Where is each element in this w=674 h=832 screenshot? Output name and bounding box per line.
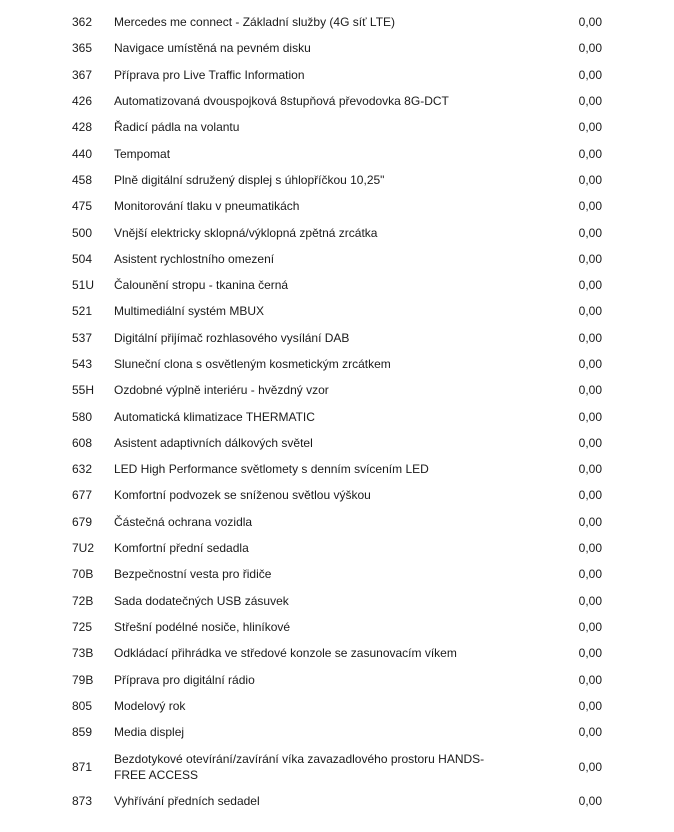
table-row (0, 482, 674, 508)
option-price: 0,00 (578, 383, 602, 398)
table-row (0, 351, 674, 377)
option-description: Sada dodatečných USB zásuvek (114, 593, 289, 608)
option-price: 0,00 (578, 172, 602, 187)
option-description: Ozdobné výplně interiéru - hvězdný vzor (114, 383, 329, 398)
option-price: 0,00 (578, 593, 602, 608)
option-code: 362 (72, 15, 93, 30)
table-row (0, 788, 674, 814)
option-price: 0,00 (578, 357, 602, 371)
option-description: Multimediální systém MBUX (114, 304, 265, 319)
option-code: 873 (72, 794, 93, 809)
option-code: 677 (72, 488, 93, 503)
option-price: 0,00 (578, 725, 602, 740)
option-description: Digitální přijímač rozhlasového vysílání DAB (114, 330, 350, 345)
option-price: 0,00 (578, 794, 602, 809)
option-price: 0,00 (578, 15, 602, 30)
option-description: Automatizovaná dvouspojková 8stupňová převodovka 8G-DCT (114, 94, 449, 109)
option-description: LED High Performance světlomety s denním svícením LED (114, 462, 429, 477)
option-description: Monitorování tlaku v pneumatikách (114, 199, 300, 214)
option-code: 580 (72, 409, 93, 424)
option-price: 0,00 (578, 94, 602, 109)
table-row (0, 298, 674, 324)
option-price: 0,00 (578, 330, 602, 345)
option-code: 70B (72, 567, 94, 582)
option-description: Komfortní podvozek se sníženou světlou výškou (114, 488, 371, 503)
option-price: 0,00 (578, 251, 602, 266)
option-price: 0,00 (578, 120, 602, 135)
table-row (0, 272, 674, 298)
table-row (0, 719, 674, 745)
table-row (0, 640, 674, 666)
table-row (0, 403, 674, 429)
table-row (0, 509, 674, 535)
option-price: 0,00 (578, 541, 602, 556)
option-description: Příprava pro Live Traffic Information (114, 67, 305, 82)
table-row (0, 167, 674, 193)
option-code: 632 (72, 462, 93, 477)
option-code: 543 (72, 357, 93, 371)
table-row (0, 535, 674, 561)
table-row (0, 430, 674, 456)
option-description: Střešní podélné nosiče, hliníkové (114, 619, 291, 634)
table-row (0, 693, 674, 719)
table-row (0, 588, 674, 614)
option-code: 72B (72, 593, 94, 608)
option-code: 458 (72, 172, 93, 187)
option-description: Asistent rychlostního omezení (114, 251, 275, 266)
option-code: 426 (72, 94, 93, 109)
option-price: 0,00 (578, 435, 602, 450)
option-description: Asistent adaptivních dálkových světel (114, 435, 313, 450)
table-row (0, 88, 674, 114)
option-description: Komfortní přední sedadla (114, 541, 249, 556)
option-price: 0,00 (578, 672, 602, 687)
table-row (0, 666, 674, 692)
option-code: 537 (72, 330, 93, 345)
option-code: 51U (72, 278, 95, 293)
option-description: Vnější elektricky sklopná/výklopná zpětná zrcátka (114, 225, 378, 240)
option-price: 0,00 (578, 225, 602, 240)
option-code: 7U2 (72, 541, 95, 556)
option-description: Příprava pro digitální rádio (114, 672, 255, 687)
option-description: Automatická klimatizace THERMATIC (114, 409, 315, 424)
option-code: 475 (72, 199, 93, 214)
table-row (0, 246, 674, 272)
table-row (0, 745, 674, 788)
option-price: 0,00 (578, 619, 602, 634)
option-code: 608 (72, 435, 93, 450)
option-description: Navigace umístěná na pevném disku (114, 41, 311, 56)
option-code: 365 (72, 41, 93, 56)
option-price: 0,00 (578, 698, 602, 713)
option-code: 428 (72, 120, 93, 135)
option-code: 500 (72, 225, 93, 240)
table-row (0, 9, 674, 35)
table-row (0, 193, 674, 219)
option-description: Modelový rok (114, 698, 186, 713)
option-description: Vyhřívání předních sedadel (114, 794, 260, 809)
option-price: 0,00 (578, 146, 602, 161)
option-price: 0,00 (578, 409, 602, 424)
option-description: Bezpečnostní vesta pro řidiče (114, 567, 272, 582)
option-code: 859 (72, 725, 93, 740)
option-price: 0,00 (578, 646, 602, 661)
option-description: Čalounění stropu - tkanina černá (114, 278, 289, 293)
table-row (0, 114, 674, 140)
option-code: 504 (72, 251, 93, 266)
option-price: 0,00 (578, 41, 602, 56)
table-row (0, 140, 674, 166)
options-table (0, 9, 674, 815)
option-description: Mercedes me connect - Základní služby (4G síť LTE) (114, 15, 396, 30)
option-code: 521 (72, 304, 93, 319)
option-description: Bezdotykové otevírání/zavírání víka zavazadlového prostoru HANDS-FREE ACCESS (114, 751, 485, 782)
option-code: 805 (72, 698, 93, 713)
option-price: 0,00 (578, 199, 602, 214)
option-price: 0,00 (578, 514, 602, 529)
option-description: Media displej (114, 725, 185, 740)
option-code: 440 (72, 146, 93, 161)
option-code: 73B (72, 646, 94, 661)
table-row (0, 561, 674, 587)
option-code: 679 (72, 514, 93, 529)
option-code: 79B (72, 672, 94, 687)
table-row (0, 35, 674, 61)
table-row (0, 62, 674, 88)
option-description: Částečná ochrana vozidla (114, 514, 253, 529)
option-price: 0,00 (578, 462, 602, 477)
option-description: Řadicí pádla na volantu (114, 120, 240, 135)
option-description: Odkládací přihrádka ve středové konzole se zasunovacím víkem (114, 646, 457, 661)
table-row (0, 456, 674, 482)
option-code: 725 (72, 619, 93, 634)
option-price: 0,00 (578, 278, 602, 293)
option-code: 871 (72, 759, 93, 774)
option-price: 0,00 (578, 67, 602, 82)
table-row (0, 377, 674, 403)
option-description: Plně digitální sdružený displej s úhlopříčkou 10,25" (114, 172, 385, 187)
table-row (0, 614, 674, 640)
option-price: 0,00 (578, 759, 602, 774)
option-description: Tempomat (114, 146, 171, 161)
option-code: 55H (72, 383, 95, 398)
option-price: 0,00 (578, 567, 602, 582)
table-row (0, 219, 674, 245)
option-code: 367 (72, 67, 93, 82)
option-price: 0,00 (578, 304, 602, 319)
option-description: Sluneční clona s osvětleným kosmetickým zrcátkem (114, 357, 391, 371)
table-row (0, 325, 674, 351)
option-price: 0,00 (578, 488, 602, 503)
